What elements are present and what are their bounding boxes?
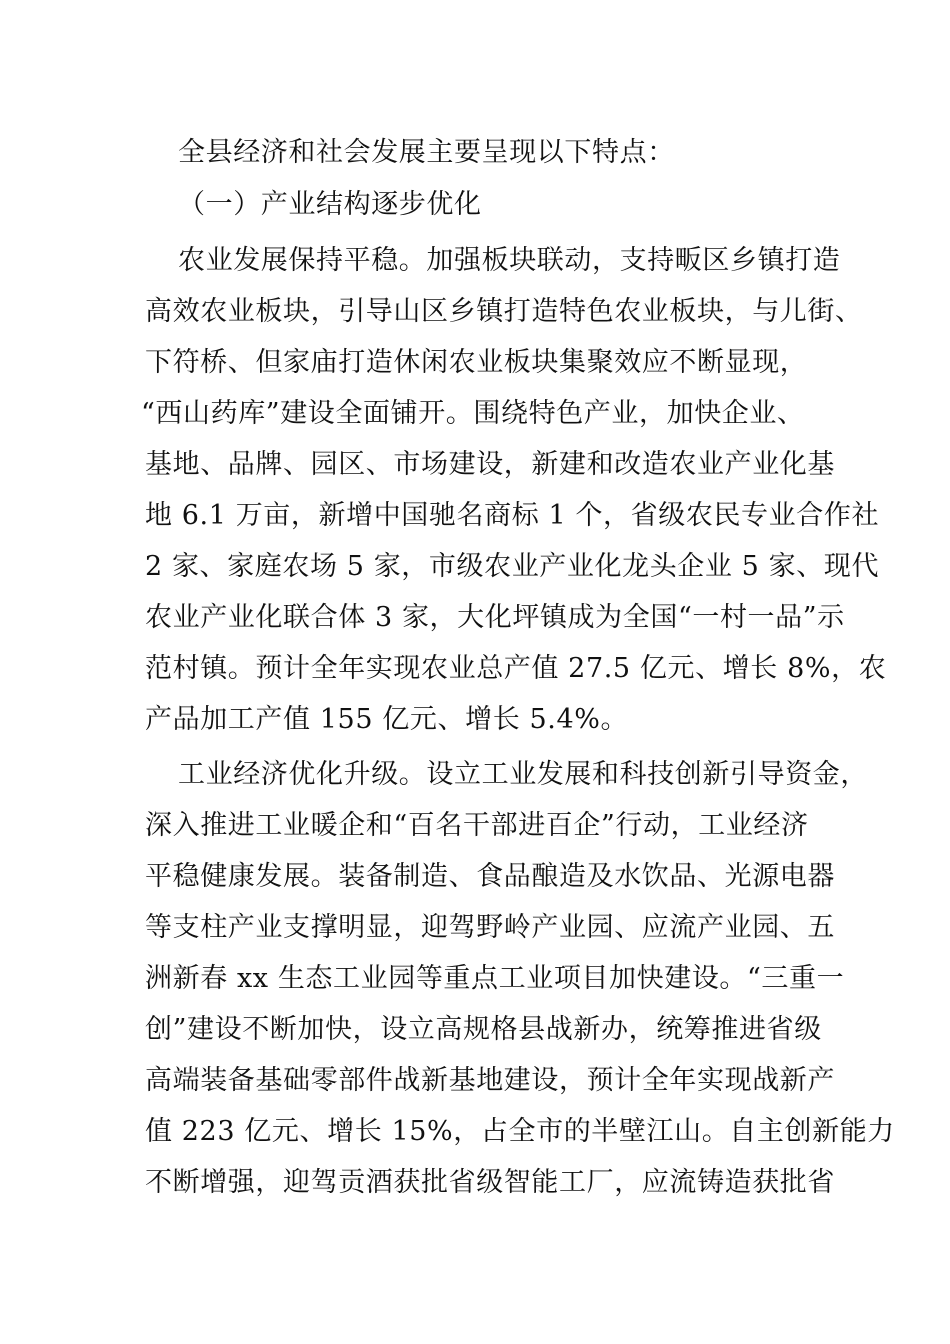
industry-line: 深入推进工业暖企和“百名干部进百企”行动，工业经济 xyxy=(145,810,809,841)
agriculture-line: 农业发展保持平稳。加强板块联动，支持畈区乡镇打造 xyxy=(178,245,841,276)
agriculture-line: 基地、品牌、园区、市场建设，新建和改造农业产业化基 xyxy=(145,449,835,480)
industry-line: 不断增强，迎驾贡酒获批省级智能工厂，应流铸造获批省 xyxy=(145,1167,835,1198)
agriculture-line: 2 家、家庭农场 5 家，市级农业产业化龙头企业 5 家、现代 xyxy=(145,551,880,582)
agriculture-line: 下符桥、但家庙打造休闲农业板块集聚效应不断显现， xyxy=(145,347,808,378)
agriculture-line: 产品加工产值 155 亿元、增长 5.4%。 xyxy=(145,704,629,735)
section-heading: （一）产业结构逐步优化 xyxy=(178,189,482,220)
industry-line: 创”建设不断加快，设立高规格县战新办，统筹推进省级 xyxy=(145,1014,822,1045)
industry-line: 洲新春 xx 生态工业园等重点工业项目加快建设。“三重一 xyxy=(145,963,845,994)
agriculture-line: 农业产业化联合体 3 家，大化坪镇成为全国“一村一品”示 xyxy=(145,602,845,633)
agriculture-line: 地 6.1 万亩，新增中国驰名商标 1 个，省级农民专业合作社 xyxy=(145,500,880,531)
industry-line: 值 223 亿元、增长 15%，占全市的半壁江山。自主创新能力 xyxy=(145,1116,895,1147)
agriculture-line: “西山药库”建设全面铺开。围绕特色产业，加快企业、 xyxy=(141,398,805,429)
agriculture-line: 范村镇。预计全年实现农业总产值 27.5 亿元、增长 8%，农 xyxy=(145,653,887,684)
agriculture-line: 高效农业板块，引导山区乡镇打造特色农业板块，与儿街、 xyxy=(145,296,863,327)
industry-line: 平稳健康发展。装备制造、食品酿造及水饮品、光源电器 xyxy=(145,861,835,892)
industry-line: 工业经济优化升级。设立工业发展和科技创新引导资金， xyxy=(178,759,868,790)
industry-line: 高端装备基础零部件战新基地建设，预计全年实现战新产 xyxy=(145,1065,835,1096)
intro-line: 全县经济和社会发展主要呈现以下特点： xyxy=(178,137,675,168)
industry-line: 等支柱产业支撑明显，迎驾野岭产业园、应流产业园、五 xyxy=(145,912,835,943)
